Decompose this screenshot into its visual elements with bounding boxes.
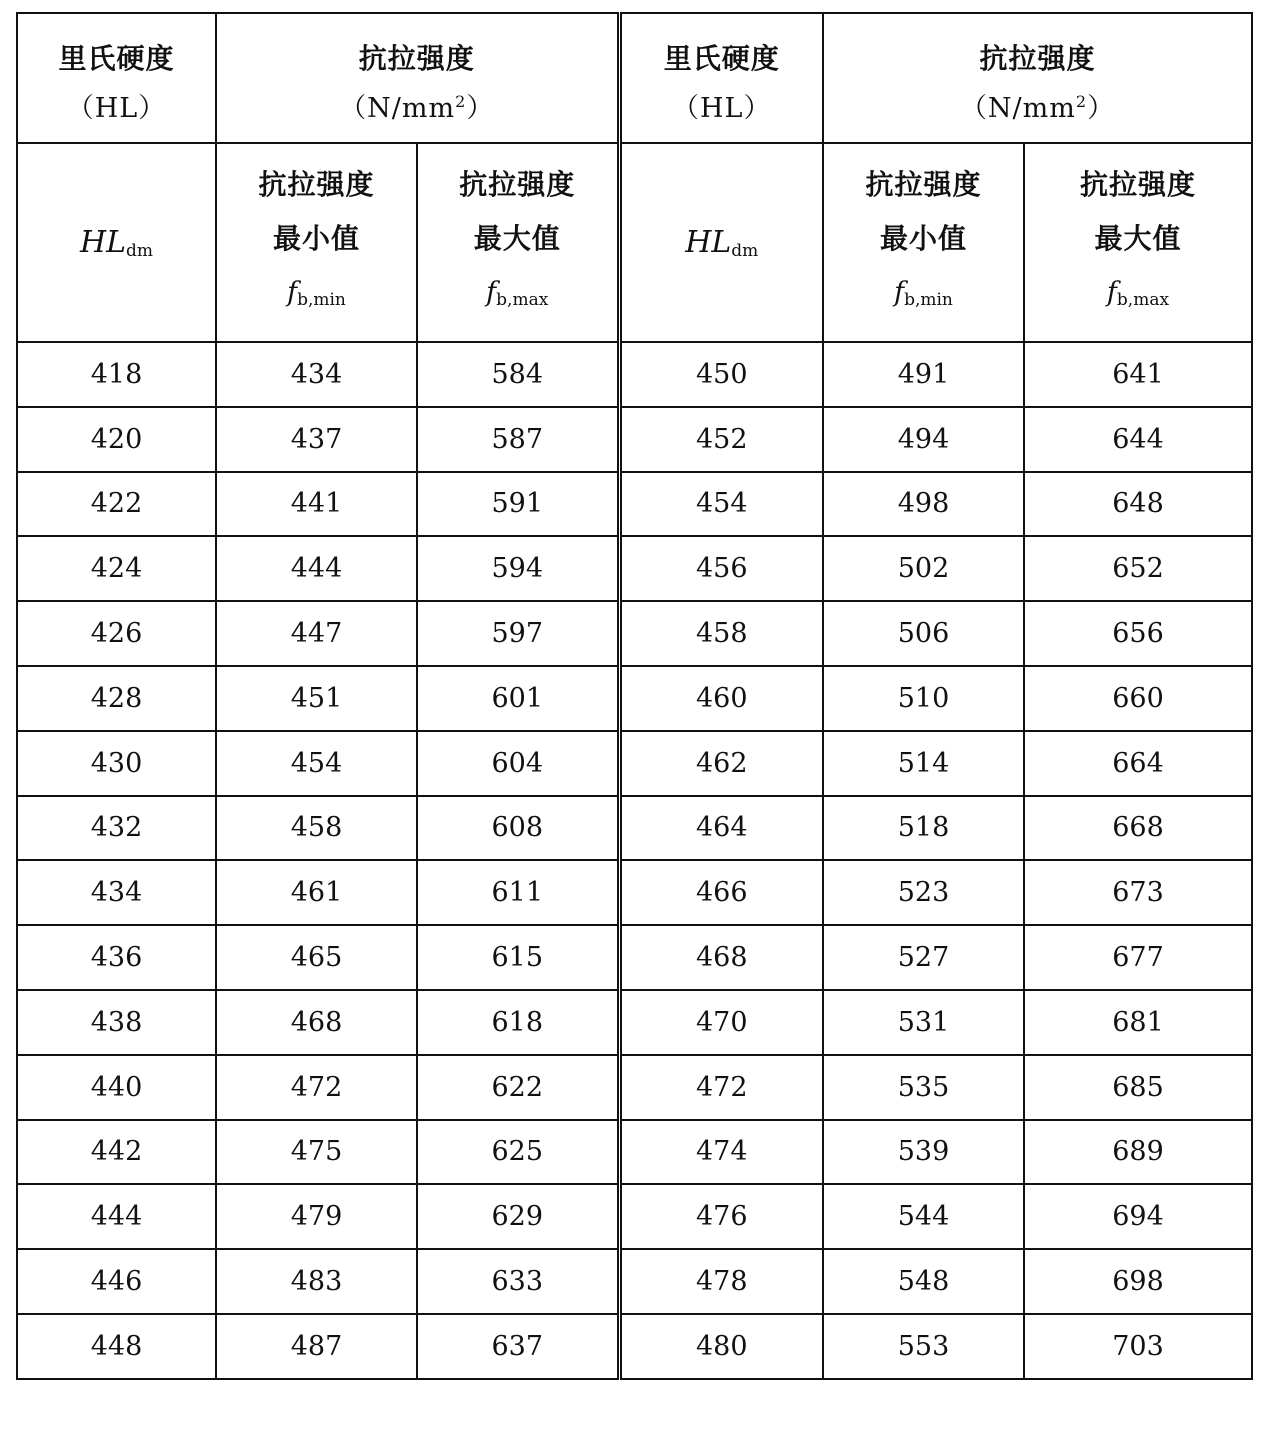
header-strength-unit: $(N/mm^2)$ bbox=[959, 91, 1116, 124]
cell-fb-min-left: 468 bbox=[216, 990, 417, 1055]
cell-hl-right: 478 bbox=[619, 1249, 823, 1314]
cell-fb-max-left: 584 bbox=[417, 342, 619, 407]
cell-hl-right: 470 bbox=[619, 990, 823, 1055]
cell-fb-min-right: 539 bbox=[823, 1120, 1024, 1185]
cell-hl-left: 436 bbox=[17, 925, 216, 990]
table-row bbox=[17, 1184, 1252, 1249]
cell-hl-left: 430 bbox=[17, 731, 216, 796]
cell-fb-max-left: 629 bbox=[417, 1184, 619, 1249]
header-row-2 bbox=[17, 143, 1252, 342]
cell-fb-min-right: 498 bbox=[823, 472, 1024, 537]
cell-fb-min-right: 491 bbox=[823, 342, 1024, 407]
cell-fb-max-left: 637 bbox=[417, 1314, 619, 1379]
cell-hl-left: 426 bbox=[17, 601, 216, 666]
cell-hl-right: 474 bbox=[619, 1120, 823, 1185]
cell-fb-min-left: 444 bbox=[216, 536, 417, 601]
cell-fb-min-right: 494 bbox=[823, 407, 1024, 472]
cell-fb-max-left: 618 bbox=[417, 990, 619, 1055]
table-row bbox=[17, 472, 1252, 537]
cell-fb-min-right: 531 bbox=[823, 990, 1024, 1055]
header-min-left bbox=[216, 143, 417, 342]
cell-hl-left: 422 bbox=[17, 472, 216, 537]
table-row bbox=[17, 796, 1252, 861]
header-hardness-right bbox=[619, 13, 823, 143]
cell-fb-max-right: 694 bbox=[1024, 1184, 1252, 1249]
min-label-line2: 最小值 bbox=[879, 222, 967, 255]
header-hardness-title: 里氏硬度 bbox=[663, 41, 780, 75]
max-label-line2: 最大值 bbox=[1094, 222, 1182, 255]
cell-fb-max-left: 611 bbox=[417, 860, 619, 925]
cell-fb-max-right: 644 bbox=[1024, 407, 1252, 472]
table-row bbox=[17, 601, 1252, 666]
header-max-right bbox=[1024, 143, 1252, 342]
header-strength-title: 抗拉强度 bbox=[358, 41, 475, 75]
cell-fb-min-right: 506 bbox=[823, 601, 1024, 666]
cell-fb-max-right: 698 bbox=[1024, 1249, 1252, 1314]
cell-fb-max-right: 660 bbox=[1024, 666, 1252, 731]
cell-fb-min-right: 527 bbox=[823, 925, 1024, 990]
table-row bbox=[17, 666, 1252, 731]
cell-fb-max-right: 703 bbox=[1024, 1314, 1252, 1379]
header-strength-title: 抗拉强度 bbox=[979, 41, 1096, 75]
cell-hl-left: 442 bbox=[17, 1120, 216, 1185]
cell-fb-max-left: 633 bbox=[417, 1249, 619, 1314]
table-row bbox=[17, 925, 1252, 990]
cell-fb-max-right: 673 bbox=[1024, 860, 1252, 925]
cell-fb-max-left: 608 bbox=[417, 796, 619, 861]
cell-fb-max-right: 648 bbox=[1024, 472, 1252, 537]
cell-fb-min-left: 441 bbox=[216, 472, 417, 537]
min-label-line2: 最小值 bbox=[272, 222, 360, 255]
cell-fb-min-left: 434 bbox=[216, 342, 417, 407]
cell-fb-min-right: 502 bbox=[823, 536, 1024, 601]
table-row bbox=[17, 407, 1252, 472]
max-symbol: $f_{b,max}$ bbox=[486, 277, 549, 310]
cell-fb-max-right: 656 bbox=[1024, 601, 1252, 666]
max-label-line2: 最大值 bbox=[473, 222, 561, 255]
cell-fb-max-left: 622 bbox=[417, 1055, 619, 1120]
table-row bbox=[17, 1314, 1252, 1379]
cell-hl-right: 454 bbox=[619, 472, 823, 537]
cell-fb-max-right: 664 bbox=[1024, 731, 1252, 796]
cell-fb-max-left: 587 bbox=[417, 407, 619, 472]
cell-fb-min-right: 548 bbox=[823, 1249, 1024, 1314]
cell-fb-min-right: 514 bbox=[823, 731, 1024, 796]
cell-fb-max-left: 604 bbox=[417, 731, 619, 796]
header-hardness-left bbox=[17, 13, 216, 143]
cell-fb-min-left: 475 bbox=[216, 1120, 417, 1185]
cell-fb-max-left: 625 bbox=[417, 1120, 619, 1185]
cell-fb-max-right: 681 bbox=[1024, 990, 1252, 1055]
cell-fb-max-left: 601 bbox=[417, 666, 619, 731]
cell-fb-min-left: 487 bbox=[216, 1314, 417, 1379]
hl-symbol: $HL_{dm}$ bbox=[685, 224, 759, 261]
table-row bbox=[17, 1120, 1252, 1185]
table-row bbox=[17, 860, 1252, 925]
cell-fb-min-left: 472 bbox=[216, 1055, 417, 1120]
cell-fb-min-left: 454 bbox=[216, 731, 417, 796]
cell-fb-max-right: 689 bbox=[1024, 1120, 1252, 1185]
cell-hl-left: 448 bbox=[17, 1314, 216, 1379]
cell-fb-min-left: 465 bbox=[216, 925, 417, 990]
header-hardness-unit: （HL） bbox=[66, 92, 167, 124]
cell-fb-min-left: 451 bbox=[216, 666, 417, 731]
cell-hl-right: 466 bbox=[619, 860, 823, 925]
cell-fb-min-left: 437 bbox=[216, 407, 417, 472]
header-strength-right bbox=[823, 13, 1252, 143]
cell-hl-right: 458 bbox=[619, 601, 823, 666]
cell-fb-min-left: 458 bbox=[216, 796, 417, 861]
min-label-line1: 抗拉强度 bbox=[258, 168, 375, 201]
cell-fb-min-right: 544 bbox=[823, 1184, 1024, 1249]
hl-symbol: $HL_{dm}$ bbox=[79, 224, 154, 261]
cell-hl-right: 476 bbox=[619, 1184, 823, 1249]
min-label-line1: 抗拉强度 bbox=[865, 168, 982, 201]
cell-hl-left: 440 bbox=[17, 1055, 216, 1120]
cell-hl-right: 450 bbox=[619, 342, 823, 407]
table-row bbox=[17, 990, 1252, 1055]
cell-hl-right: 472 bbox=[619, 1055, 823, 1120]
cell-hl-left: 446 bbox=[17, 1249, 216, 1314]
cell-hl-right: 480 bbox=[619, 1314, 823, 1379]
table-row bbox=[17, 1055, 1252, 1120]
max-label-line1: 抗拉强度 bbox=[459, 168, 576, 201]
header-hardness-unit: （HL） bbox=[672, 92, 772, 124]
cell-hl-left: 418 bbox=[17, 342, 216, 407]
header-hl-symbol-right bbox=[619, 143, 823, 342]
cell-fb-min-right: 510 bbox=[823, 666, 1024, 731]
table-row bbox=[17, 1249, 1252, 1314]
cell-hl-left: 424 bbox=[17, 536, 216, 601]
header-hardness-title: 里氏硬度 bbox=[58, 41, 175, 75]
max-symbol: $f_{b,max}$ bbox=[1106, 277, 1170, 310]
max-label-line1: 抗拉强度 bbox=[1079, 168, 1196, 201]
cell-fb-min-left: 483 bbox=[216, 1249, 417, 1314]
cell-hl-left: 444 bbox=[17, 1184, 216, 1249]
cell-fb-max-right: 641 bbox=[1024, 342, 1252, 407]
cell-fb-min-right: 553 bbox=[823, 1314, 1024, 1379]
cell-hl-left: 432 bbox=[17, 796, 216, 861]
cell-fb-min-left: 447 bbox=[216, 601, 417, 666]
cell-fb-min-right: 523 bbox=[823, 860, 1024, 925]
cell-hl-right: 464 bbox=[619, 796, 823, 861]
cell-hl-left: 434 bbox=[17, 860, 216, 925]
cell-fb-max-left: 594 bbox=[417, 536, 619, 601]
header-strength-unit: $(N/mm^2)$ bbox=[339, 91, 495, 124]
min-symbol: $f_{b,min}$ bbox=[287, 277, 346, 310]
cell-fb-max-right: 652 bbox=[1024, 536, 1252, 601]
cell-fb-max-right: 677 bbox=[1024, 925, 1252, 990]
hardness-strength-table bbox=[16, 12, 1253, 1380]
table-row bbox=[17, 536, 1252, 601]
min-symbol: $f_{b,min}$ bbox=[894, 277, 953, 310]
header-strength-left bbox=[216, 13, 619, 143]
cell-hl-right: 456 bbox=[619, 536, 823, 601]
cell-hl-left: 420 bbox=[17, 407, 216, 472]
cell-hl-right: 462 bbox=[619, 731, 823, 796]
table-row bbox=[17, 731, 1252, 796]
header-max-left bbox=[417, 143, 619, 342]
cell-fb-min-right: 518 bbox=[823, 796, 1024, 861]
cell-fb-min-left: 479 bbox=[216, 1184, 417, 1249]
header-hl-symbol-left bbox=[17, 143, 216, 342]
cell-hl-left: 428 bbox=[17, 666, 216, 731]
cell-fb-max-left: 597 bbox=[417, 601, 619, 666]
cell-hl-right: 468 bbox=[619, 925, 823, 990]
cell-fb-max-left: 615 bbox=[417, 925, 619, 990]
cell-hl-left: 438 bbox=[17, 990, 216, 1055]
cell-hl-right: 460 bbox=[619, 666, 823, 731]
header-min-right bbox=[823, 143, 1024, 342]
cell-fb-min-left: 461 bbox=[216, 860, 417, 925]
header-row-1 bbox=[17, 13, 1252, 143]
table-row bbox=[17, 342, 1252, 407]
cell-fb-max-left: 591 bbox=[417, 472, 619, 537]
cell-hl-right: 452 bbox=[619, 407, 823, 472]
cell-fb-max-right: 685 bbox=[1024, 1055, 1252, 1120]
cell-fb-max-right: 668 bbox=[1024, 796, 1252, 861]
cell-fb-min-right: 535 bbox=[823, 1055, 1024, 1120]
